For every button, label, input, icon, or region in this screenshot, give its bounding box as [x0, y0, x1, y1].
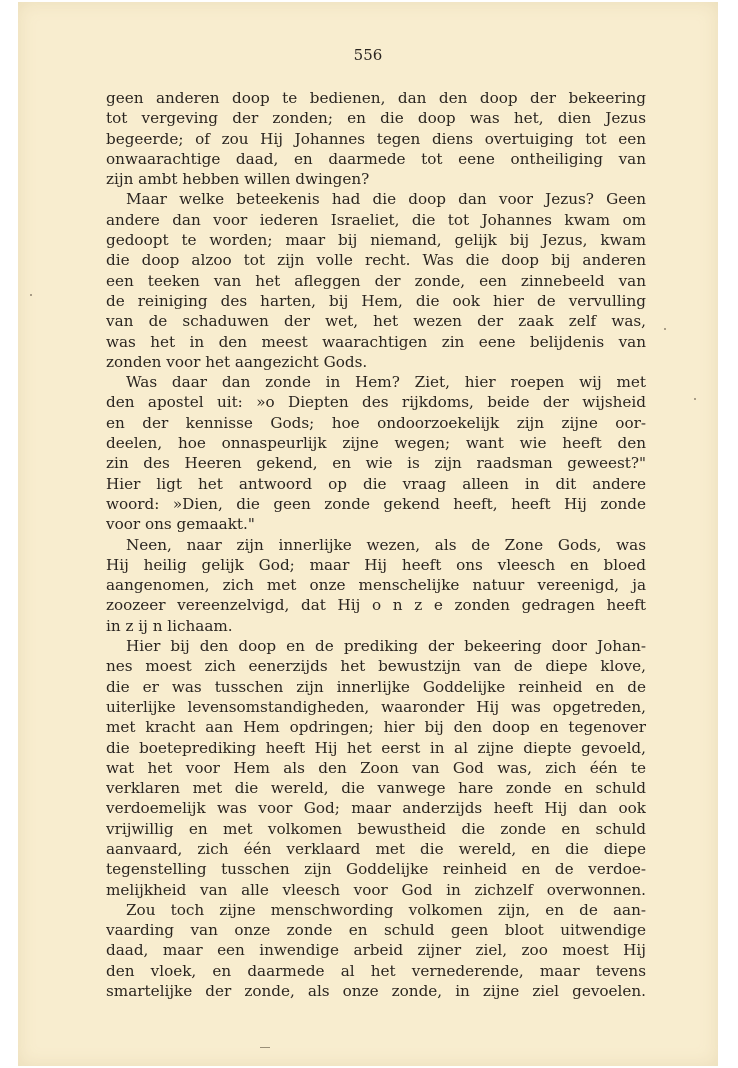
text-line: die doop alzoo tot zijn volle recht. Was die doop bij anderen — [106, 251, 646, 270]
paper-speck — [30, 294, 32, 296]
text-line: zoozeer vereenzelvigd, dat Hij o n z e zonden gedragen heeft — [106, 596, 646, 615]
text-line: verklaren met die wereld, die vanwege hare zonde en schuld — [106, 779, 646, 798]
text-line: vrijwillig en met volkomen bewustheid die zonde en schuld — [106, 819, 646, 838]
text-line: verdoemelijk was voor God; maar anderzijds heeft Hij dan ook — [106, 799, 646, 818]
text-line: Hij heilig gelijk God; maar Hij heeft ons vleesch en bloed — [106, 555, 646, 574]
text-line: zin des Heeren gekend, en wie is zijn raadsman geweest?" — [106, 454, 646, 473]
text-line: die boeteprediking heeft Hij het eerst in al zijne diepte gevoeld, — [106, 738, 646, 757]
text-line: onwaarachtige daad, en daarmede tot eene ontheiliging van — [106, 149, 646, 168]
text-line: wat het voor Hem als den Zoon van God was, zich één te — [106, 758, 646, 777]
paper-speck — [694, 398, 696, 400]
text-line: die er was tusschen zijn innerlijke Goddelijke reinheid en de — [106, 677, 646, 696]
text-line: aanvaard, zich één verklaard met die wereld, en die diepe — [106, 839, 646, 858]
text-line: een teeken van het afleggen der zonde, een zinnebeeld van — [106, 271, 646, 290]
text-line: aangenomen, zich met onze menschelijke natuur vereenigd, ja — [106, 576, 646, 595]
text-line: was het in den meest waarachtigen zin eene belijdenis van — [106, 332, 646, 351]
text-line: deelen, hoe onnaspeurlijk zijne wegen; want wie heeft den — [106, 434, 646, 453]
bottom-mark — [260, 1047, 270, 1048]
text-line: Zou toch zijne menschwording volkomen zijn, en de aan- — [126, 900, 646, 919]
text-line: den apostel uit: »o Diepten des rijkdoms, beide der wijsheid — [106, 393, 646, 412]
text-line: den vloek, en daarmede al het vernederende, maar tevens — [106, 961, 646, 980]
text-line: Hier ligt het antwoord op die vraag alleen in dit andere — [106, 474, 646, 493]
text-line: zijn ambt hebben willen dwingen? — [106, 170, 370, 189]
text-line: woord: »Dien, die geen zonde gekend heeft, heeft Hij zonde — [106, 494, 646, 513]
text-line: Hier bij den doop en de prediking der bekeering door Johan- — [126, 637, 646, 656]
body-text — [106, 88, 646, 1001]
text-line: andere dan voor iederen Israeliet, die tot Johannes kwam om — [106, 210, 646, 229]
text-line: zonden voor het aangezicht Gods. — [106, 352, 368, 371]
paper-speck — [664, 328, 666, 330]
text-line: Neen, naar zijn innerlijke wezen, als de Zone Gods, was — [126, 535, 646, 554]
text-line: met kracht aan Hem opdringen; hier bij den doop en tegenover — [106, 718, 646, 737]
book-page — [18, 2, 718, 1066]
text-line: begeerde; of zou Hij Johannes tegen diens overtuiging tot een — [106, 129, 646, 148]
text-line: tegenstelling tusschen zijn Goddelijke reinheid en de verdoe- — [106, 860, 646, 879]
text-line: uiterlijke levensomstandigheden, waaronder Hij was opgetreden, — [106, 697, 646, 716]
text-line: vaarding van onze zonde en schuld geen bloot uitwendige — [106, 921, 646, 940]
text-line: van de schaduwen der wet, het wezen der zaak zelf was, — [106, 312, 646, 331]
text-line: in z ij n lichaam. — [106, 616, 233, 635]
text-line: de reiniging des harten, bij Hem, die ook hier de vervulling — [106, 291, 646, 310]
text-line: voor ons gemaakt." — [106, 515, 255, 534]
text-line: geen anderen doop te bedienen, dan den doop der bekeering — [106, 89, 646, 107]
text-line: Maar welke beteekenis had die doop dan voor Jezus? Geen — [126, 190, 646, 209]
text-line: melijkheid van alle vleesch voor God in zichzelf overwonnen. — [106, 880, 646, 899]
text-line: tot vergeving der zonden; en die doop was het, dien Jezus — [106, 109, 646, 128]
text-line: nes moest zich eenerzijds het bewustzijn van de diepe klove, — [106, 657, 646, 676]
text-line: en der kennisse Gods; hoe ondoorzoekelijk zijn zijne oor- — [106, 413, 646, 432]
text-line: daad, maar een inwendige arbeid zijner ziel, zoo moest Hij — [106, 941, 646, 960]
text-line: gedoopt te worden; maar bij niemand, gelijk bij Jezus, kwam — [106, 231, 646, 250]
text-line: Was daar dan zonde in Hem? Ziet, hier roepen wij met — [126, 373, 646, 392]
text-line: smartelijke der zonde, als onze zonde, in zijne ziel gevoelen. — [106, 982, 646, 1001]
page-number: 556 — [353, 46, 383, 64]
